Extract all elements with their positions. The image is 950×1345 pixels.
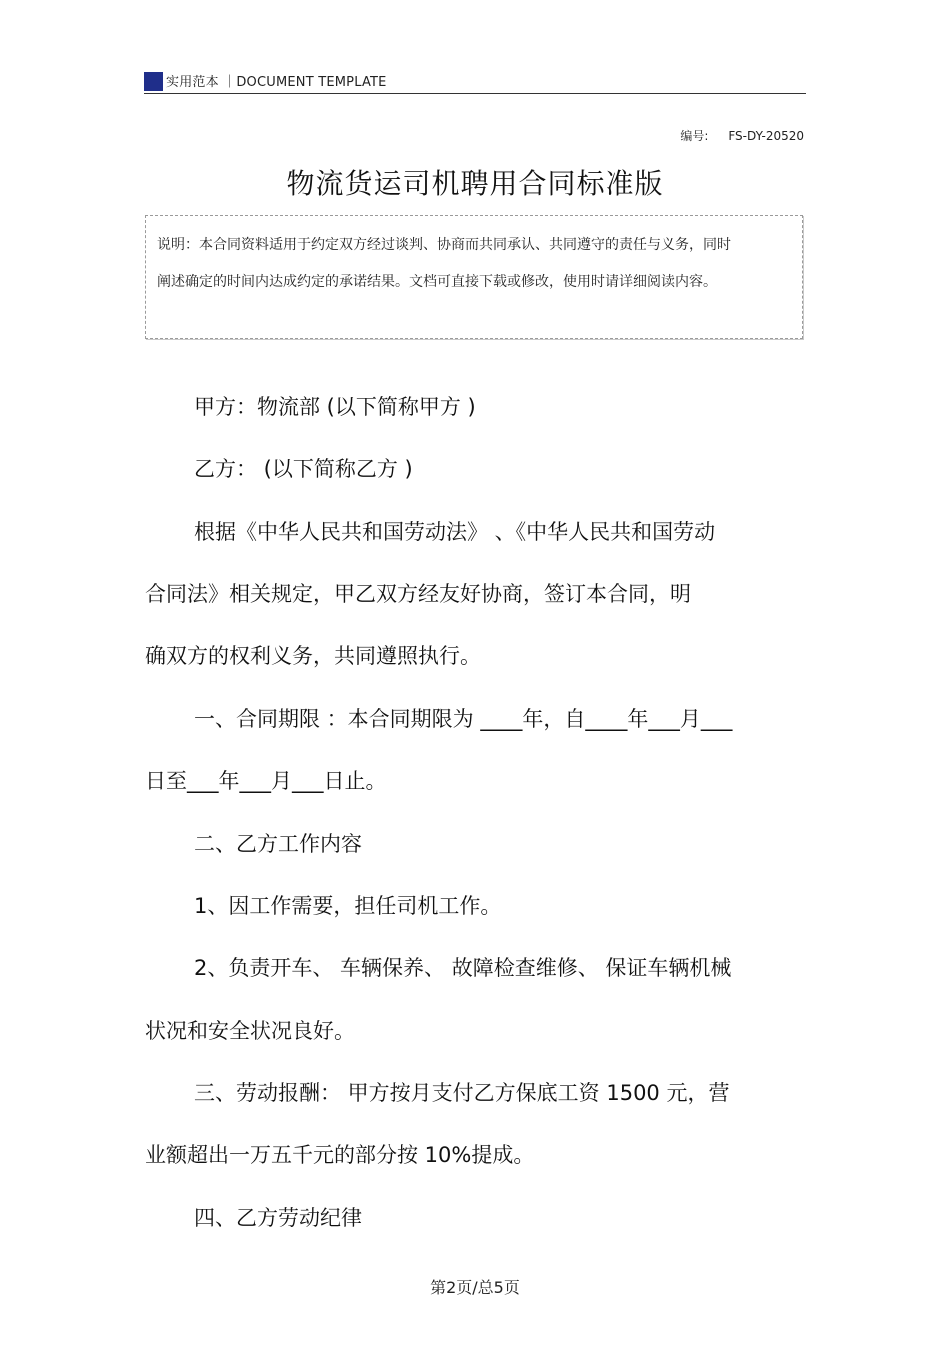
term-line-1: 一、合同期限 ：本合同期限为 ____年，自____年___月___ bbox=[194, 707, 733, 731]
note-text: 说明：本合同资料适用于约定双方经过谈判、协商而共同承认、共同遵守的责任与义务，同时阐述确定的时间内达成约定的承诺结果。文档可直接下载或修改，使用时请详细阅读内容。 bbox=[157, 237, 731, 290]
document-number bbox=[680, 127, 804, 144]
work-item-1: 1、因工作需要，担任司机工作。 bbox=[194, 894, 502, 918]
header-label: 实用范本 ｜DOCUMENT TEMPLATE bbox=[166, 75, 387, 90]
party-a: 甲方：物流部 (以下简称甲方 ) bbox=[194, 395, 476, 419]
note-box bbox=[145, 215, 803, 339]
intro-line-2: 合同法》相关规定，甲乙双方经友好协商，签订本合同，明 bbox=[145, 582, 691, 606]
document-number-label: 编号: bbox=[680, 129, 709, 143]
header-rule bbox=[144, 93, 806, 94]
header-square bbox=[144, 72, 163, 91]
work-heading: 二、乙方工作内容 bbox=[194, 832, 362, 856]
work-item-2b: 状况和安全状况良好。 bbox=[145, 1019, 355, 1043]
party-b: 乙方： (以下简称乙方 ) bbox=[194, 457, 413, 481]
intro-line-3: 确双方的权利义务，共同遵照执行。 bbox=[145, 644, 481, 668]
pay-line-2: 业额超出一万五千元的部分按 10%提成。 bbox=[145, 1143, 535, 1167]
page-footer: 第2页/总5页 bbox=[430, 1278, 520, 1297]
document-number-value: FS-DY-20520 bbox=[728, 129, 804, 143]
intro-line-1: 根据《中华人民共和国劳动法》 、《中华人民共和国劳动 bbox=[194, 520, 716, 544]
document-title: 物流货运司机聘用合同标准版 bbox=[286, 167, 664, 200]
discipline-heading: 四、乙方劳动纪律 bbox=[194, 1206, 362, 1230]
pay-line-1: 三、劳动报酬： 甲方按月支付乙方保底工资 1500 元，营 bbox=[194, 1081, 730, 1105]
term-line-2: 日至___年___月___日止。 bbox=[145, 769, 387, 793]
work-item-2a: 2、负责开车、 车辆保养、 故障检查维修、 保证车辆机械 bbox=[194, 956, 732, 980]
